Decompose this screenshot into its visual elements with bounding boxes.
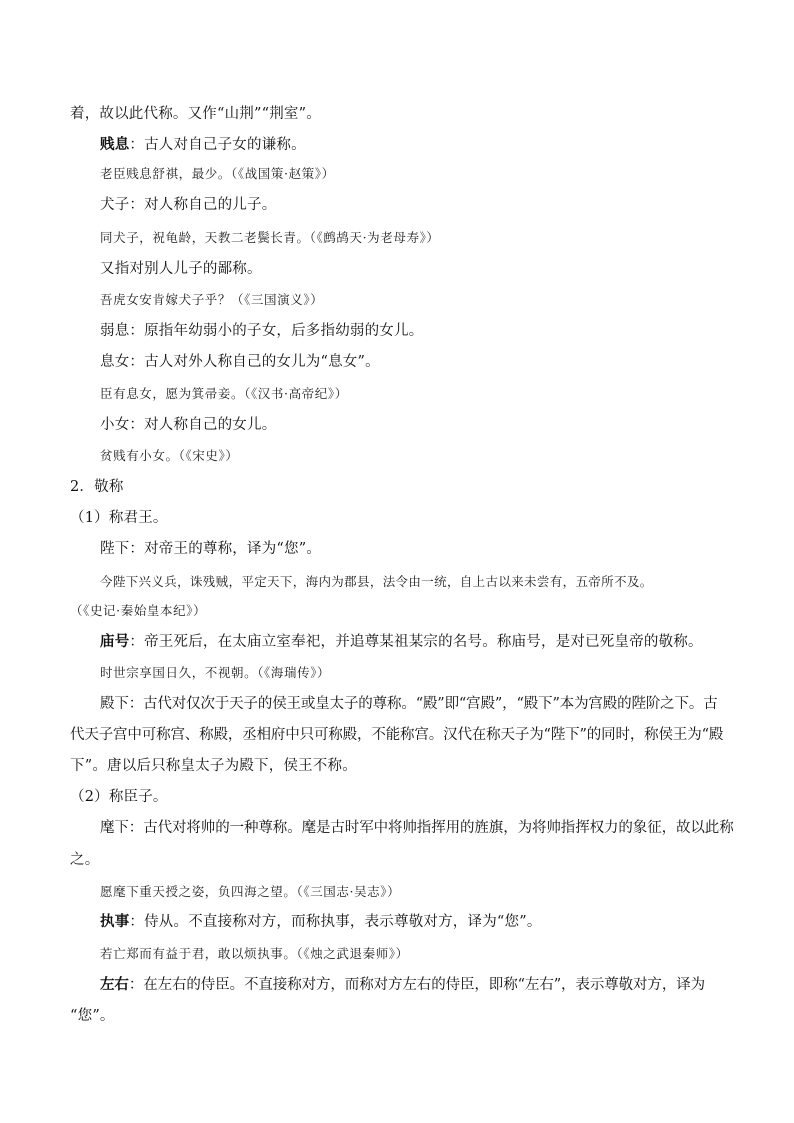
example-line: 若亡郑而有益于君，敢以烦执事。（《烛之武退秦师》）	[100, 946, 409, 961]
example-line: 老臣贱息舒祺，最少。（《战国策·赵策》）	[100, 166, 335, 181]
example-line: 同犬子，祝龟龄，天教二老鬓长青。（《鹧鸪天·为老母寿》）	[100, 230, 440, 245]
subsection-heading: （1）称君王。	[70, 510, 168, 526]
definition-line: 小女：对人称自己的女儿。	[100, 417, 277, 433]
definition-line: 执事：侍从。不直接称对方，而称执事，表示尊敬对方，译为“您”。	[100, 913, 542, 930]
example-line: （《史记·秦始皇本纪》）	[70, 603, 207, 618]
definition-line: 陛下：对帝王的尊称，译为“您”。	[100, 541, 322, 557]
text-line: 着，故以此代称。又作“山荆”“荆室”。	[70, 106, 321, 122]
definition-line: 犬子：对人称自己的儿子。	[100, 197, 277, 213]
definition-line: 息女：古人对外人称自己的女儿为“息女”。	[100, 354, 380, 370]
example-line: 时世宗享国日久，不视朝。（《海瑞传》）	[100, 665, 331, 680]
section-heading: 2．敬称	[70, 479, 124, 495]
definition-line: 殿下：古代对仅次于天子的侯王或皇太子的尊称。“殿”即“宫殿”，“殿下”本为宫殿的陛阶之下。古	[100, 696, 718, 712]
subsection-heading: （2）称臣子。	[70, 789, 168, 805]
term-bold: 左右	[100, 976, 129, 993]
term-bold: 贱息	[100, 136, 130, 153]
definition-line: 代天子宫中可称宫、称殿，丞相府中只可称殿，不能称宫。汉代在称天子为“陛下”的同时，称侯王为“殿	[70, 727, 724, 743]
definition-line: 弱息：原指年幼弱小的子女，后多指幼弱的女儿。	[100, 323, 424, 339]
definition-line: 麾下：古代对将帅的一种尊称。麾是古时军中将帅指挥用的旌旗，为将帅指挥权力的象征，故以此称	[100, 820, 734, 836]
term-bold: 庙号	[100, 633, 130, 650]
definition-line: “您”。	[70, 1008, 115, 1024]
term-bold: 执事	[100, 913, 130, 930]
example-line: 今陛下兴义兵，诛残贼，平定天下，海内为郡县，法令由一统，自上古以来未尝有，五帝所不及。	[100, 574, 653, 589]
example-line: 吾虎女安肯嫁犬子乎？（《三国演义》）	[100, 292, 324, 307]
definition-line: 庙号：帝王死后，在太庙立室奉祀，并追尊某祖某宗的名号。称庙号，是对已死皇帝的敬称。	[100, 633, 703, 650]
example-line: 愿麾下重天授之姿，负四海之望。（《三国志·吴志》）	[100, 884, 401, 899]
definition-line: 下”。唐以后只称皇太子为殿下，侯王不称。	[70, 758, 357, 774]
example-line: 贫贱有小女。（《宋史》）	[100, 448, 239, 463]
definition-line: 贱息：古人对自己子女的谦称。	[100, 136, 306, 153]
definition-line: 又指对别人儿子的鄙称。	[100, 261, 262, 277]
definition-line: 之。	[70, 852, 100, 868]
example-line: 臣有息女，愿为箕帚妾。（《汉书·高帝纪》）	[100, 386, 348, 401]
definition-line: 左右：在左右的侍臣。不直接称对方，而称对方左右的侍臣，即称“左右”，表示尊敬对方，译为	[100, 976, 706, 993]
